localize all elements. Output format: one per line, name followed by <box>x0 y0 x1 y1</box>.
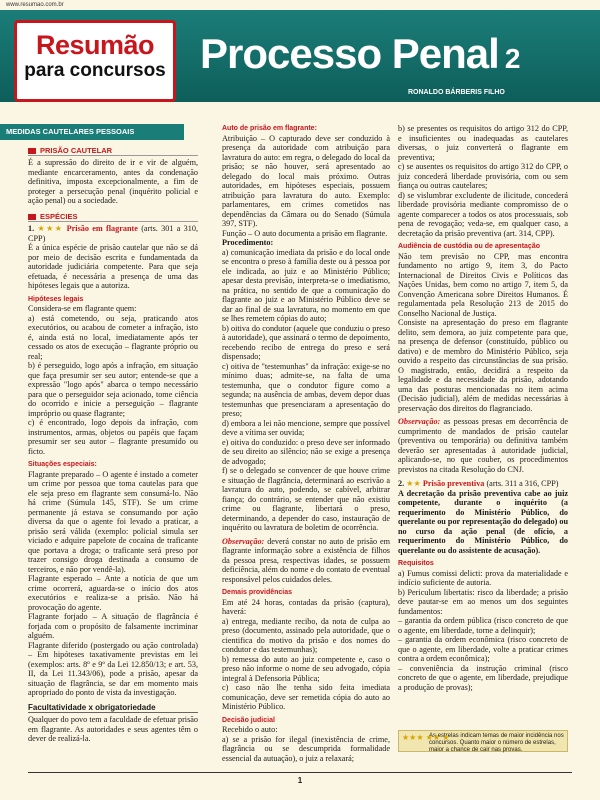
decisao-a: a) se a prisão for ilegal (inexistência de crime, flagrância ou se descumprida formalidade essencial da autuação), o juiz a relaxará; <box>222 734 390 763</box>
decisao-intro: Recebido o auto: <box>222 725 278 734</box>
heading-demais: Demais providências <box>222 589 293 596</box>
logo-line1: Resumão <box>35 30 155 60</box>
observacao-2 <box>398 417 568 474</box>
observacao-text: as pessoas presas em decorrência de cumprimento de mandados de prisão cautelar (preventiva ou temporária) ou definitiva também deverão ser apresentadas à autoridade judicial, aplicando-se, no que couber, os procedimentos previstos na citada Resolução do CNJ. <box>398 417 568 474</box>
item1-title: Prisão em flagrante <box>66 224 138 233</box>
facultatividade-text: Qualquer do povo tem a faculdade de efetuar prisão em flagrante. As autoridades e seus agentes têm o dever de realizá-la. <box>28 715 198 743</box>
requisito-b2: – garantia da ordem econômica (risco concreto de que o agente, em liberdade, volte a praticar crimes contra a ordem econômica); <box>398 635 568 663</box>
procedimento-f: f) se o delegado se convencer de que houve crime e situação de flagrância, determinará ao escrivão a lavratura do auto, podendo, se cabível, arbitrar fiança; do contrário, se entender que não existiu crime ou flagrante, libertará o preso, determinando, a depender do caso, instauração de inquérito ou lavratura de boletim de ocorrência. <box>222 466 390 532</box>
item1-text: É a única espécie de prisão cautelar que não se dá por meio de decisão escrita e fundamentada da autoridade judiciária competente. Para que seja efetuada, é necessária a presença de uma das hipóteses legais que a autoriza. <box>28 243 198 290</box>
note-text: As estrelas indicam temas de maior incidência nos concursos. Quanto maior o número de estrelas, maior a chance de cair nas provas. <box>429 733 564 753</box>
prisao-cautelar-text: É a supressão do direito de ir e vir de alguém, mediante encarceramento, antes da condenação definitiva, imposta excepcionalmente, a fim de proteger a persecução penal (inquérito policial e ação penal) ou a sociedade. <box>28 158 198 205</box>
requisito-a: a) Fumus comissi delicti: prova da materialidade e indício suficiente de autoria. <box>398 568 568 587</box>
demais-a: a) entrega, mediante recibo, da nota de culpa ao preso (documento, assinado pela autoridade, que o cientifica do motivo da prisão e dos nomes do condutor e das testemunhas); <box>222 616 390 654</box>
heading-auto-prisao: Auto de prisão em flagrante: <box>222 125 317 132</box>
heading-situacoes: Situações especiais: <box>28 461 97 468</box>
procedimento-c: c) oitiva de "testemunhas" da infração: exige-se no mínimo duas; admite-se, na falta de uma testemunha, que o condutor figure como a segunda; na ausência de ambas, devem depor duas testemunhas que presenciaram a apresentação do preso; <box>222 361 390 418</box>
star-icon: ★★★ ★★ ★ <box>402 733 450 742</box>
demais-intro: Em até 24 horas, contadas da prisão (captura), haverá: <box>222 597 390 616</box>
decisao-d: d) se vislumbrar excludente de ilicitude, concederá liberdade provisória mediante compromisso de o agente comparecer a todos os atos processuais, sob pena de revogação; veda-se, em qualquer caso, a decretação da prisão preventiva (art. 314, CPP). <box>398 190 568 238</box>
procedimento-b: b) oitiva do condutor (aquele que conduziu o preso à autoridade), que assinará o termo de depoimento, recebendo recibo de entrega do preso e será dispensado; <box>222 323 390 361</box>
hipotese-b: b) é perseguido, logo após a infração, em situação que faça presumir ser seu autor; entende-se que a expressão "logo após" abarca o tempo necessário para que o perseguidor seja acionado, tome ciência do ocorrido e inicie a perseguição – flagrante impróprio ou quase flagrante; <box>28 361 198 418</box>
decisao-b: b) se presentes os requisitos do artigo 312 do CPP, e insuficientes ou inadequadas as cautelares diversas, o juiz converterá o flagrante em preventiva; <box>398 124 568 162</box>
procedimento-a: a) comunicação imediata da prisão e do local onde se encontra o preso à família deste ou à pessoa por ele indicada, ao juiz e ao Ministério Público; apesar desta previsão, interpreta-se o imediatismo, na prática, no sentido de que a comunicação do flagrante ao juiz e ao Ministério Público deve se dar ao final de sua lavratura, no momento em que se lhes remetem cópias do auto; <box>222 247 390 323</box>
title-number: 2 <box>504 43 520 74</box>
requisito-b: b) Periculum libertatis: risco da liberdade; a prisão deve pautar-se em ao menos um dos seguintes fundamentos: <box>398 587 568 616</box>
brand-logo <box>14 20 176 102</box>
observacao-text: deverá constar no auto de prisão em flagrante informação sobre a existência de filhos da pessoa presa, respectivas idades, se possuem deficiência, além do nome e do contato de eventual responsável pelos cuidados deles. <box>222 536 390 584</box>
logo-line2: para concursos <box>24 60 166 81</box>
title-text: Processo Penal <box>200 30 499 77</box>
heading-requisitos: Requisitos <box>398 560 434 567</box>
footer-divider <box>28 772 572 773</box>
demais-b: b) remessa do auto ao juiz competente e, caso o preso não informe o nome de seu advogado, cópia integral à Defensoria Pública; <box>222 654 390 683</box>
requisito-b3: – conveniência da instrução criminal (risco concreto de que o agente, em liberdade, prejudique a produção de provas); <box>398 663 568 692</box>
item1-paragraph <box>28 224 198 243</box>
item2-paragraph <box>398 479 568 489</box>
hipotese-a: a) está cometendo, ou seja, praticando atos executórios, ou acabou de cometer a infração, isto é, ainda está no local, imediatamente após ter cessado os atos de execução – flagrante próprio ou real; <box>28 313 198 361</box>
column-3 <box>398 124 568 692</box>
heading-decisao: Decisão judicial <box>222 716 275 724</box>
page-number: 1 <box>297 776 303 785</box>
heading-especies: ESPÉCIES <box>28 212 198 223</box>
hipoteses-intro: Considera-se em flagrante quem: <box>28 304 137 313</box>
star-icon: ★★★ <box>37 224 64 233</box>
item2-number: 2. <box>398 479 405 488</box>
section-tab: MEDIDAS CAUTELARES PESSOAIS <box>0 124 184 140</box>
demais-c: c) caso não lhe tenha sido feita imediata comunicação, deve ser remetida cópia do auto ao Ministério Público. <box>222 683 390 711</box>
audiencia-1: Não tem previsão no CPP, mas encontra fundamento no artigo 9, item 3, do Pacto Internacional de Direitos Civis e Políticos das Nações Unidas, bem como no artigo 7, item 5, da Convenção Americana sobre Direitos Humanos. É regulamentada pela Resolução 213 de 2015 do Conselho Nacional de Justiça. <box>398 251 568 318</box>
heading-audiencia: Audiência de custódia ou de apresentação <box>398 243 540 250</box>
heading-hipoteses: Hipóteses legais <box>28 295 84 303</box>
situacao-1: Flagrante preparado – O agente é instado a cometer um crime por pessoa que toma cautelas para que ele seja preso em flagrante sem consumá-lo. Não há crime (Súmula 145, STF). Se um crime permanente já estava se consumando por ação diversa da que o agente foi levado a praticar, a prisão será válida (exemplo: policial simula ser viciado e adquire papelote de cocaína de traficante que portava a droga; o traficante será preso por trazer consigo droga destinada a consumo de terceiros, e não por vendê-la). <box>28 469 198 574</box>
heading-procedimento: Procedimento: <box>222 238 274 247</box>
procedimento-e: e) oitiva do conduzido: o preso deve ser informado de seu direito ao silêncio; não se exige a presença de advogado; <box>222 437 390 466</box>
observacao-1 <box>222 537 390 585</box>
item1-number: 1. <box>28 224 35 233</box>
item2-title: Prisão preventiva <box>422 479 485 488</box>
column-1 <box>6 124 199 744</box>
page-title <box>200 30 519 78</box>
author-name: RONALDO BÁRBERIS FILHO <box>408 89 505 96</box>
stars-legend-note <box>398 730 568 752</box>
item2-ref: (arts. 311 a 316, CPP) <box>486 479 559 488</box>
star-icon: ★★ <box>406 479 421 488</box>
column-2 <box>222 124 390 763</box>
heading-facultatividade: Facultatividade x obrigatoriedade <box>28 703 198 714</box>
decisao-c: c) se ausentes os requisitos do artigo 312 do CPP, o juiz concederá liberdade provisória, com ou sem fiança ou outras cautelares; <box>398 162 568 190</box>
auto-atribuicao: Atribuição – O capturado deve ser conduzido à presença da autoridade com atribuição para lavratura do auto: em regra, o delegado do local da prisão; se não houver, será apresentado ao delegado do local mais próximo. Outras autoridades, em hipóteses especiais, possuem atribuição para lavratura do auto. Exemplo: parlamentares, em crimes cometidos nas dependências da Câmara ou do Senado (Súmula 397, STF). <box>222 133 390 228</box>
observacao-label: Observação: <box>222 536 265 546</box>
situacao-4: Flagrante diferido (postergado ou ação controlada) – Em hipóteses taxativamente previstas em lei (exemplos: arts. 8º e 9º da Lei 12.850/13; e art. 53, II, da Lei 11.343/06), pode a prisão, apesar da situação de flagrância, se dar em momento mais apropriado do ponto de vista da investigação. <box>28 640 198 697</box>
item1-ref: (arts. 301 a 310, CPP) <box>28 224 199 243</box>
observacao-label: Observação: <box>398 417 441 426</box>
situacao-2: Flagrante esperado – Ante a notícia de que um crime ocorrerá, aguarda-se o início dos atos executórios e realiza-se a prisão. Não há provocação do agente. <box>28 574 198 612</box>
item2-text: A decretação da prisão preventiva cabe ao juiz competente, durante o inquérito (a requerimento do Ministério Público, do querelante ou por representação do delegado) ou no curso da ação penal (de ofício, a requerimento do Ministério Público, do querelante ou do assistente de acusação). <box>398 488 568 555</box>
heading-prisao-cautelar: PRISÃO CAUTELAR <box>28 146 198 157</box>
site-url[interactable]: www.resumao.com.br <box>6 2 64 8</box>
requisito-b1: – garantia da ordem pública (risco concreto de que o agente, em liberdade, torne a delinquir); <box>398 616 568 635</box>
procedimento-d: d) embora a lei não mencione, sempre que possível deve a vítima ser ouvida; <box>222 418 390 437</box>
situacao-3: Flagrante forjado – A situação de flagrância é forjada com o propósito de falsamente incriminar alguém. <box>28 612 198 640</box>
auto-funcao: Função – O auto documenta a prisão em flagrante. <box>222 228 388 238</box>
audiencia-2: Consiste na apresentação do preso em flagrante delito, sem demora, ao juiz competente para que, na presença de defensor (constituído, público ou dativo) e de membro do Ministério Público, seja ouvido a respeito das circunstâncias de sua prisão. O magistrado, então, decidirá a respeito da legalidade e da necessidade da prisão, adotando uma das posturas mencionadas no item acima (Decisão judicial), além de medidas necessárias à preservação dos direitos do flagranciado. <box>398 318 568 413</box>
hipotese-c: c) é encontrado, logo depois da infração, com instrumentos, armas, objetos ou papéis que façam presumir ser seu autor – flagrante presumido ou ficto. <box>28 418 198 456</box>
